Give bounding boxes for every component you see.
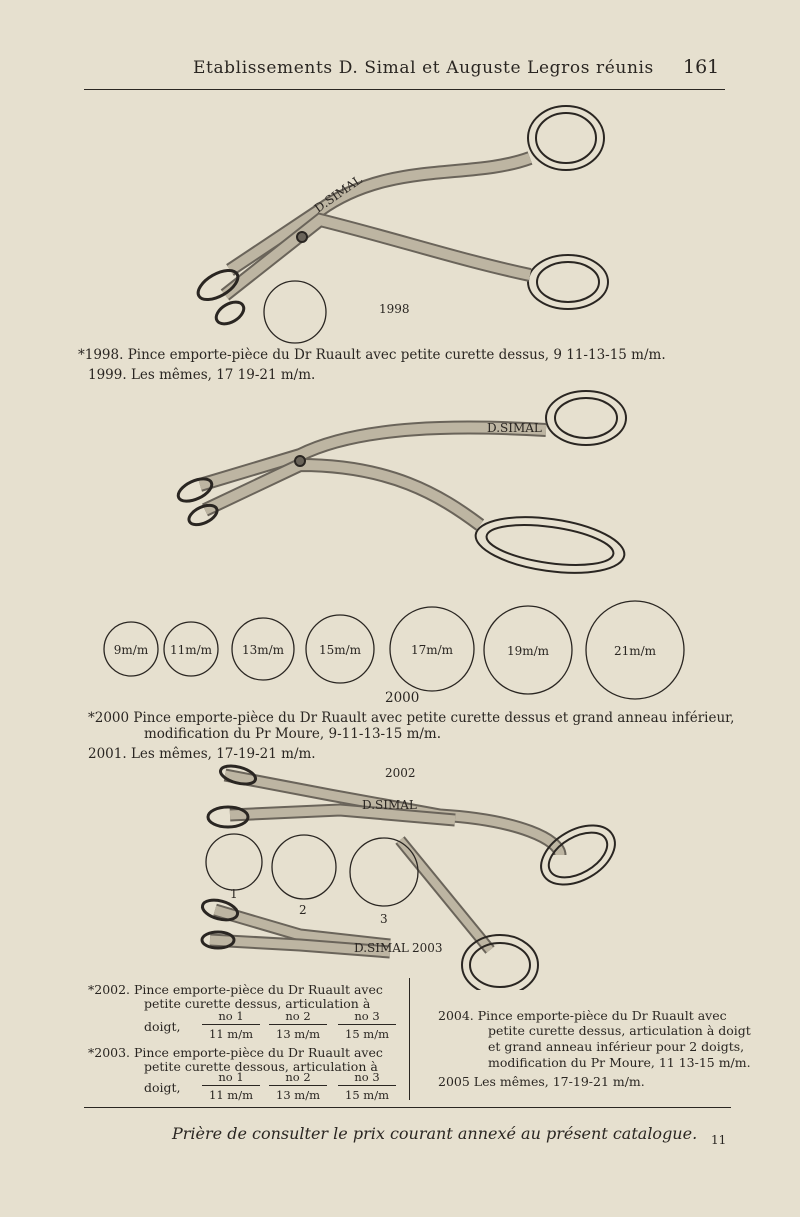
figure-label-2003: 2003 <box>412 941 443 955</box>
caption-2000-line1: *2000 Pince emporte-pièce du Dr Ruault avec petite curette dessus et grand anneau inférieur, <box>88 710 735 726</box>
forceps-2000-illustration <box>0 385 800 595</box>
caption-2003-line2: petite curette dessous, articulation à <box>144 1059 378 1074</box>
forceps-2002-2003-illustration <box>0 760 800 990</box>
size-label-9: 9m/m <box>113 643 149 657</box>
engraving-dsimal-2002: D.SIMAL <box>362 798 417 812</box>
engraving-dsimal-2000: D.SIMAL <box>487 421 542 435</box>
caption-2005: 2005 Les mêmes, 17-19-21 m/m. <box>438 1074 645 1089</box>
figure-label-2002: 2002 <box>385 766 416 780</box>
fraction-2003-no2: $\frac{no 2}{13 m/m}$ <box>269 1070 327 1102</box>
running-header: Etablissements D. Simal et Auguste Legros réunis <box>193 58 654 78</box>
caption-2004-line1: 2004. Pince emporte-pièce du Dr Ruault avec <box>438 1008 727 1023</box>
engraving-dsimal: D.SIMAL <box>311 172 365 216</box>
circle-number-2: 2 <box>299 903 307 917</box>
footer-note: Prière de consulter le prix courant annexé au présent catalogue. <box>172 1124 698 1143</box>
fraction-2003-no1: $\frac{no 1}{11 m/m}$ <box>202 1070 260 1102</box>
caption-2003-doigt: doigt, <box>144 1080 181 1095</box>
engraving-dsimal-2003: D.SIMAL <box>354 941 409 955</box>
fraction-2003-no3: $\frac{no 3}{15 m/m}$ <box>338 1070 396 1102</box>
size-circles <box>0 600 800 700</box>
column-divider <box>409 978 410 1100</box>
figure-label-2000: 2000 <box>385 690 420 706</box>
caption-1999: 1999. Les mêmes, 17 19-21 m/m. <box>88 367 316 383</box>
fraction-2002-no1: $\frac{no 1}{11 m/m}$ <box>202 1009 260 1041</box>
size-label-21: 21m/m <box>613 644 657 658</box>
caption-1998: *1998. Pince emporte-pièce du Dr Ruault avec petite curette dessus, 9 11-13-15 m/m. <box>78 347 666 363</box>
caption-2004-line2: petite curette dessus, articulation à doigt <box>488 1023 751 1038</box>
size-label-17: 17m/m <box>410 643 454 657</box>
figure-label-1998: 1998 <box>379 302 410 316</box>
size-label-19: 19m/m <box>506 644 550 658</box>
page-number: 161 <box>683 56 720 78</box>
footer-rule <box>84 1107 731 1108</box>
caption-2004-line4: modification du Pr Moure, 11 13-15 m/m. <box>488 1055 751 1070</box>
fraction-2002-no3: $\frac{no 3}{15 m/m}$ <box>338 1009 396 1041</box>
size-label-13: 13m/m <box>241 643 285 657</box>
size-label-11: 11m/m <box>169 643 213 657</box>
circle-number-1: 1 <box>230 887 238 901</box>
caption-2001: 2001. Les mêmes, 17-19-21 m/m. <box>88 746 316 762</box>
caption-2002-line2: petite curette dessus, articulation à <box>144 996 371 1011</box>
fraction-2002-no2: $\frac{no 2}{13 m/m}$ <box>269 1009 327 1041</box>
caption-2002-doigt: doigt, <box>144 1019 181 1034</box>
circle-number-3: 3 <box>380 912 388 926</box>
caption-2002-line1: *2002. Pince emporte-pièce du Dr Ruault avec <box>88 982 383 997</box>
caption-2003-line1: *2003. Pince emporte-pièce du Dr Ruault avec <box>88 1045 383 1060</box>
size-label-15: 15m/m <box>318 643 362 657</box>
caption-2000-line2: modification du Pr Moure, 9-11-13-15 m/m. <box>144 726 442 742</box>
sheet-number: 11 <box>711 1133 727 1147</box>
caption-2004-line3: et grand anneau inférieur pour 2 doigts, <box>488 1039 745 1054</box>
header-rule <box>84 89 725 90</box>
